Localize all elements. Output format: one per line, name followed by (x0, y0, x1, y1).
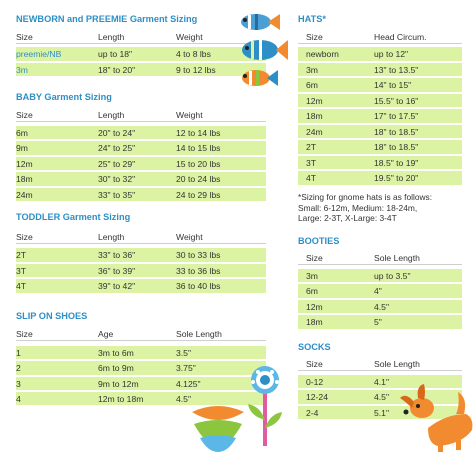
gnome-hat-note (298, 192, 470, 224)
table-cell: 4.5" (176, 393, 191, 404)
table-row-band (16, 126, 266, 139)
table-cell: 18m (306, 317, 323, 328)
table-cell: 3m (16, 64, 28, 75)
table-cell: 9 to 12 lbs (176, 64, 216, 75)
table-cell: 2-4 (306, 407, 319, 418)
hats-header: Head Circum. (374, 32, 427, 42)
table-cell: 36 to 40 lbs (176, 281, 221, 291)
table-cell: preemie/NB (16, 49, 62, 59)
table-cell: 20 to 24 lbs (176, 174, 221, 185)
slip-on-shoes-header: Age (98, 329, 114, 339)
table-cell: 18.5" to 19" (374, 157, 419, 168)
table-cell: 3m to 6m (98, 348, 134, 358)
header-divider (298, 370, 462, 371)
table-row-band (16, 141, 266, 154)
table-cell: 20" to 24" (98, 128, 136, 138)
baby-header: Length (98, 110, 125, 120)
table-cell: 4.5" (374, 301, 389, 312)
toddler-header: Length (98, 232, 125, 242)
table-cell: 15 to 20 lbs (176, 158, 221, 169)
note-line: Large: 2-3T, X-Large: 3-4T (298, 213, 397, 224)
table-row-band (16, 377, 266, 390)
table-cell: 24" to 25" (98, 143, 136, 154)
table-row-band (16, 157, 266, 170)
table-cell: 4.125" (176, 378, 201, 389)
table-cell: 36" to 39" (98, 265, 136, 276)
table-cell: 0-12 (306, 377, 324, 387)
table-cell: 4T (306, 173, 317, 183)
table-cell: newborn (306, 49, 339, 59)
toddler-header: Size (16, 232, 33, 242)
table-cell: 2T (306, 142, 317, 152)
table-row-band (16, 361, 266, 374)
table-cell: 18" to 18.5" (374, 142, 419, 152)
table-cell: 4.1" (374, 377, 389, 387)
table-cell: 6m (306, 286, 318, 297)
table-row-band (16, 188, 266, 201)
note-line: Small: 6-12m, Medium: 18-24m, (298, 202, 418, 213)
table-cell: 3.75" (176, 363, 196, 374)
header-divider (298, 43, 462, 44)
baby-title: BABY Garment Sizing (16, 92, 112, 102)
table-cell: 4T (16, 281, 27, 291)
table-cell: up to 18" (98, 49, 133, 59)
header-divider (16, 340, 266, 341)
table-cell: 3.5" (176, 348, 191, 358)
booties-header: Sole Length (374, 253, 420, 263)
table-cell: 18m (16, 174, 33, 185)
table-cell: 24 to 29 lbs (176, 189, 221, 200)
table-cell: 2T (16, 250, 27, 260)
table-cell: 3m (306, 64, 318, 75)
newborn-header: Size (16, 32, 33, 42)
table-cell: 17" to 17.5" (374, 111, 419, 121)
table-cell: 13" to 13.5" (374, 64, 419, 75)
socks-header: Size (306, 359, 323, 369)
fish-middle-icon (242, 40, 288, 60)
booties-title: BOOTIES (298, 236, 340, 246)
table-cell: 14 to 15 lbs (176, 143, 221, 154)
table-cell: 19.5" to 20" (374, 173, 419, 183)
table-row-band (16, 279, 266, 293)
hats-header: Size (306, 32, 323, 42)
table-cell: 4 (16, 393, 21, 404)
table-cell: 18" to 18.5" (374, 126, 419, 137)
table-cell: 3T (16, 265, 27, 276)
slip-on-shoes-header: Sole Length (176, 329, 222, 339)
table-cell: 9m (16, 143, 28, 154)
table-cell: 1 (16, 348, 21, 358)
socks-title: SOCKS (298, 342, 331, 352)
table-row-band (16, 172, 266, 185)
slip-on-shoes-header: Size (16, 329, 33, 339)
table-cell: 12m to 18m (98, 393, 144, 404)
table-cell: 6m (16, 128, 28, 138)
table-cell: 6m (306, 80, 318, 90)
toddler-header: Weight (176, 232, 203, 242)
table-cell: 30 to 33 lbs (176, 250, 221, 260)
header-divider (298, 264, 462, 265)
table-cell: 30" to 32" (98, 174, 136, 185)
hats-title: HATS* (298, 14, 326, 24)
table-cell: 24m (16, 189, 33, 200)
table-cell: 2 (16, 363, 21, 374)
newborn-title: NEWBORN and PREEMIE Garment Sizing (16, 14, 198, 24)
newborn-header: Weight (176, 32, 203, 42)
table-cell: 33" to 36" (98, 250, 136, 260)
table-cell: 5" (374, 317, 382, 328)
bowl-icon (190, 398, 246, 454)
table-row-band (16, 63, 266, 77)
header-divider (16, 43, 266, 44)
fish-top-icon (241, 14, 280, 30)
table-cell: 12 to 14 lbs (176, 128, 221, 138)
table-cell: 18" to 20" (98, 64, 136, 75)
table-cell: 33" to 35" (98, 189, 136, 200)
table-cell: 14" to 15" (374, 80, 412, 90)
table-cell: 4" (374, 286, 382, 297)
baby-header: Size (16, 110, 33, 120)
flower-icon (238, 364, 292, 448)
table-cell: up to 3.5" (374, 271, 411, 281)
table-cell: 18m (306, 111, 323, 121)
slip-on-shoes-title: SLIP ON SHOES (16, 311, 88, 321)
table-cell: 39" to 42" (98, 281, 136, 291)
table-row-band (16, 264, 266, 278)
table-cell: 25" to 29" (98, 158, 136, 169)
table-cell: 24m (306, 126, 323, 137)
newborn-header: Length (98, 32, 125, 42)
baby-header: Weight (176, 110, 203, 120)
fish-bottom-icon (242, 70, 278, 86)
table-cell: up to 12" (374, 49, 409, 59)
table-cell: 4 to 8 lbs (176, 49, 211, 59)
table-cell: 6m to 9m (98, 363, 134, 374)
table-cell: 5.1" (374, 407, 389, 418)
socks-header: Sole Length (374, 359, 420, 369)
table-cell: 12-24 (306, 392, 328, 403)
table-cell: 3m (306, 271, 318, 281)
dog-icon (398, 384, 474, 454)
table-cell: 33 to 36 lbs (176, 265, 221, 276)
table-row-band (16, 346, 266, 359)
table-cell: 12m (16, 158, 33, 169)
fish-icon (234, 8, 290, 92)
table-cell: 3T (306, 157, 317, 168)
table-cell: 12m (306, 301, 323, 312)
table-cell: 15.5" to 16" (374, 95, 419, 106)
header-divider (16, 243, 266, 244)
table-cell: 3 (16, 378, 21, 389)
booties-header: Size (306, 253, 323, 263)
table-cell: 12m (306, 95, 323, 106)
table-cell: 4.5" (374, 392, 389, 403)
header-divider (16, 121, 266, 122)
note-line: *Sizing for gnome hats is as follows: (298, 192, 433, 202)
table-row-band (16, 248, 266, 262)
table-cell: 9m to 12m (98, 378, 139, 389)
toddler-title: TODDLER Garment Sizing (16, 212, 131, 222)
